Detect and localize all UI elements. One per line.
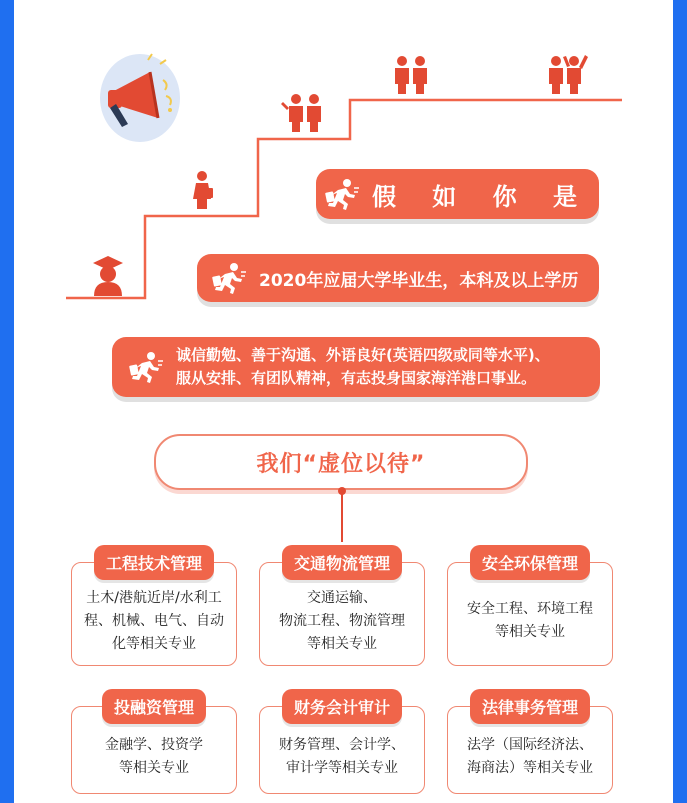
- running-person-icon: [211, 262, 247, 294]
- description-line: 等相关专业: [119, 760, 189, 776]
- category-description: [260, 583, 424, 659]
- category-description: [448, 583, 612, 659]
- category-tag: 法律事务管理: [470, 689, 590, 724]
- description-line: 财务管理、会计学、: [279, 737, 405, 753]
- category-card-engineering: [71, 554, 237, 666]
- description-line: 物流工程、物流管理: [279, 612, 405, 629]
- category-tag: 投融资管理: [102, 689, 206, 724]
- business-pair-icon: [395, 56, 427, 94]
- description-line: 法学（国际经济法、: [467, 737, 593, 753]
- description-line: 金融学、投资学: [105, 737, 203, 753]
- category-card-legal: [447, 698, 613, 794]
- category-tag: 交通物流管理: [282, 545, 402, 580]
- quality-line-2: 服从安排、有团队精神，有志投身国家海洋港口事业。: [176, 369, 537, 387]
- category-tag: 安全环保管理: [470, 545, 590, 580]
- megaphone-icon: [100, 54, 180, 142]
- running-person-icon: [128, 351, 164, 383]
- graduate-requirement-text: 2020年应届大学毕业生，本科及以上学历: [259, 270, 579, 291]
- category-card-logistics: [259, 554, 425, 666]
- graduate-requirement-banner: [197, 254, 599, 302]
- running-person-icon: [324, 178, 360, 210]
- description-line: 交通运输、: [307, 589, 377, 606]
- category-tag: 财务会计审计: [282, 689, 402, 724]
- headline-title: 假 如 你 是: [371, 182, 592, 211]
- quality-requirement-banner: [112, 337, 600, 397]
- category-description: [72, 583, 236, 659]
- quality-line-1: 诚信勤勉、善于沟通、外语良好(英语四级或同等水平)、: [176, 346, 550, 364]
- headline-title-banner: [316, 169, 599, 219]
- graduate-icon: [93, 256, 123, 296]
- category-description: [72, 727, 236, 787]
- description-line: 海商法）等相关专业: [467, 760, 593, 776]
- category-card-investment: [71, 698, 237, 794]
- description-line: 土木/港航近岸/水利工: [86, 589, 222, 606]
- category-description: [448, 727, 612, 787]
- category-card-finance: [259, 698, 425, 794]
- connector-dot: [338, 487, 346, 495]
- positions-title: 我们“虚位以待”: [256, 451, 426, 477]
- positions-title-box: [154, 434, 528, 490]
- description-line: 等相关专业: [495, 624, 565, 640]
- celebrating-pair-icon: [549, 55, 588, 94]
- description-line: 化等相关专业: [112, 635, 196, 652]
- description-line: 安全工程、环境工程: [467, 601, 593, 617]
- description-line: 审计学等相关专业: [286, 760, 398, 776]
- description-line: 程、机械、电气、自动: [84, 612, 224, 629]
- category-description: [260, 727, 424, 787]
- quality-requirement-text: [176, 344, 550, 390]
- description-line: 等相关专业: [307, 635, 377, 652]
- category-tag: 工程技术管理: [94, 545, 214, 580]
- single-person-icon: [193, 171, 213, 209]
- two-people-icon: [281, 94, 321, 132]
- category-card-safety: [447, 554, 613, 666]
- connector-line: [341, 490, 343, 542]
